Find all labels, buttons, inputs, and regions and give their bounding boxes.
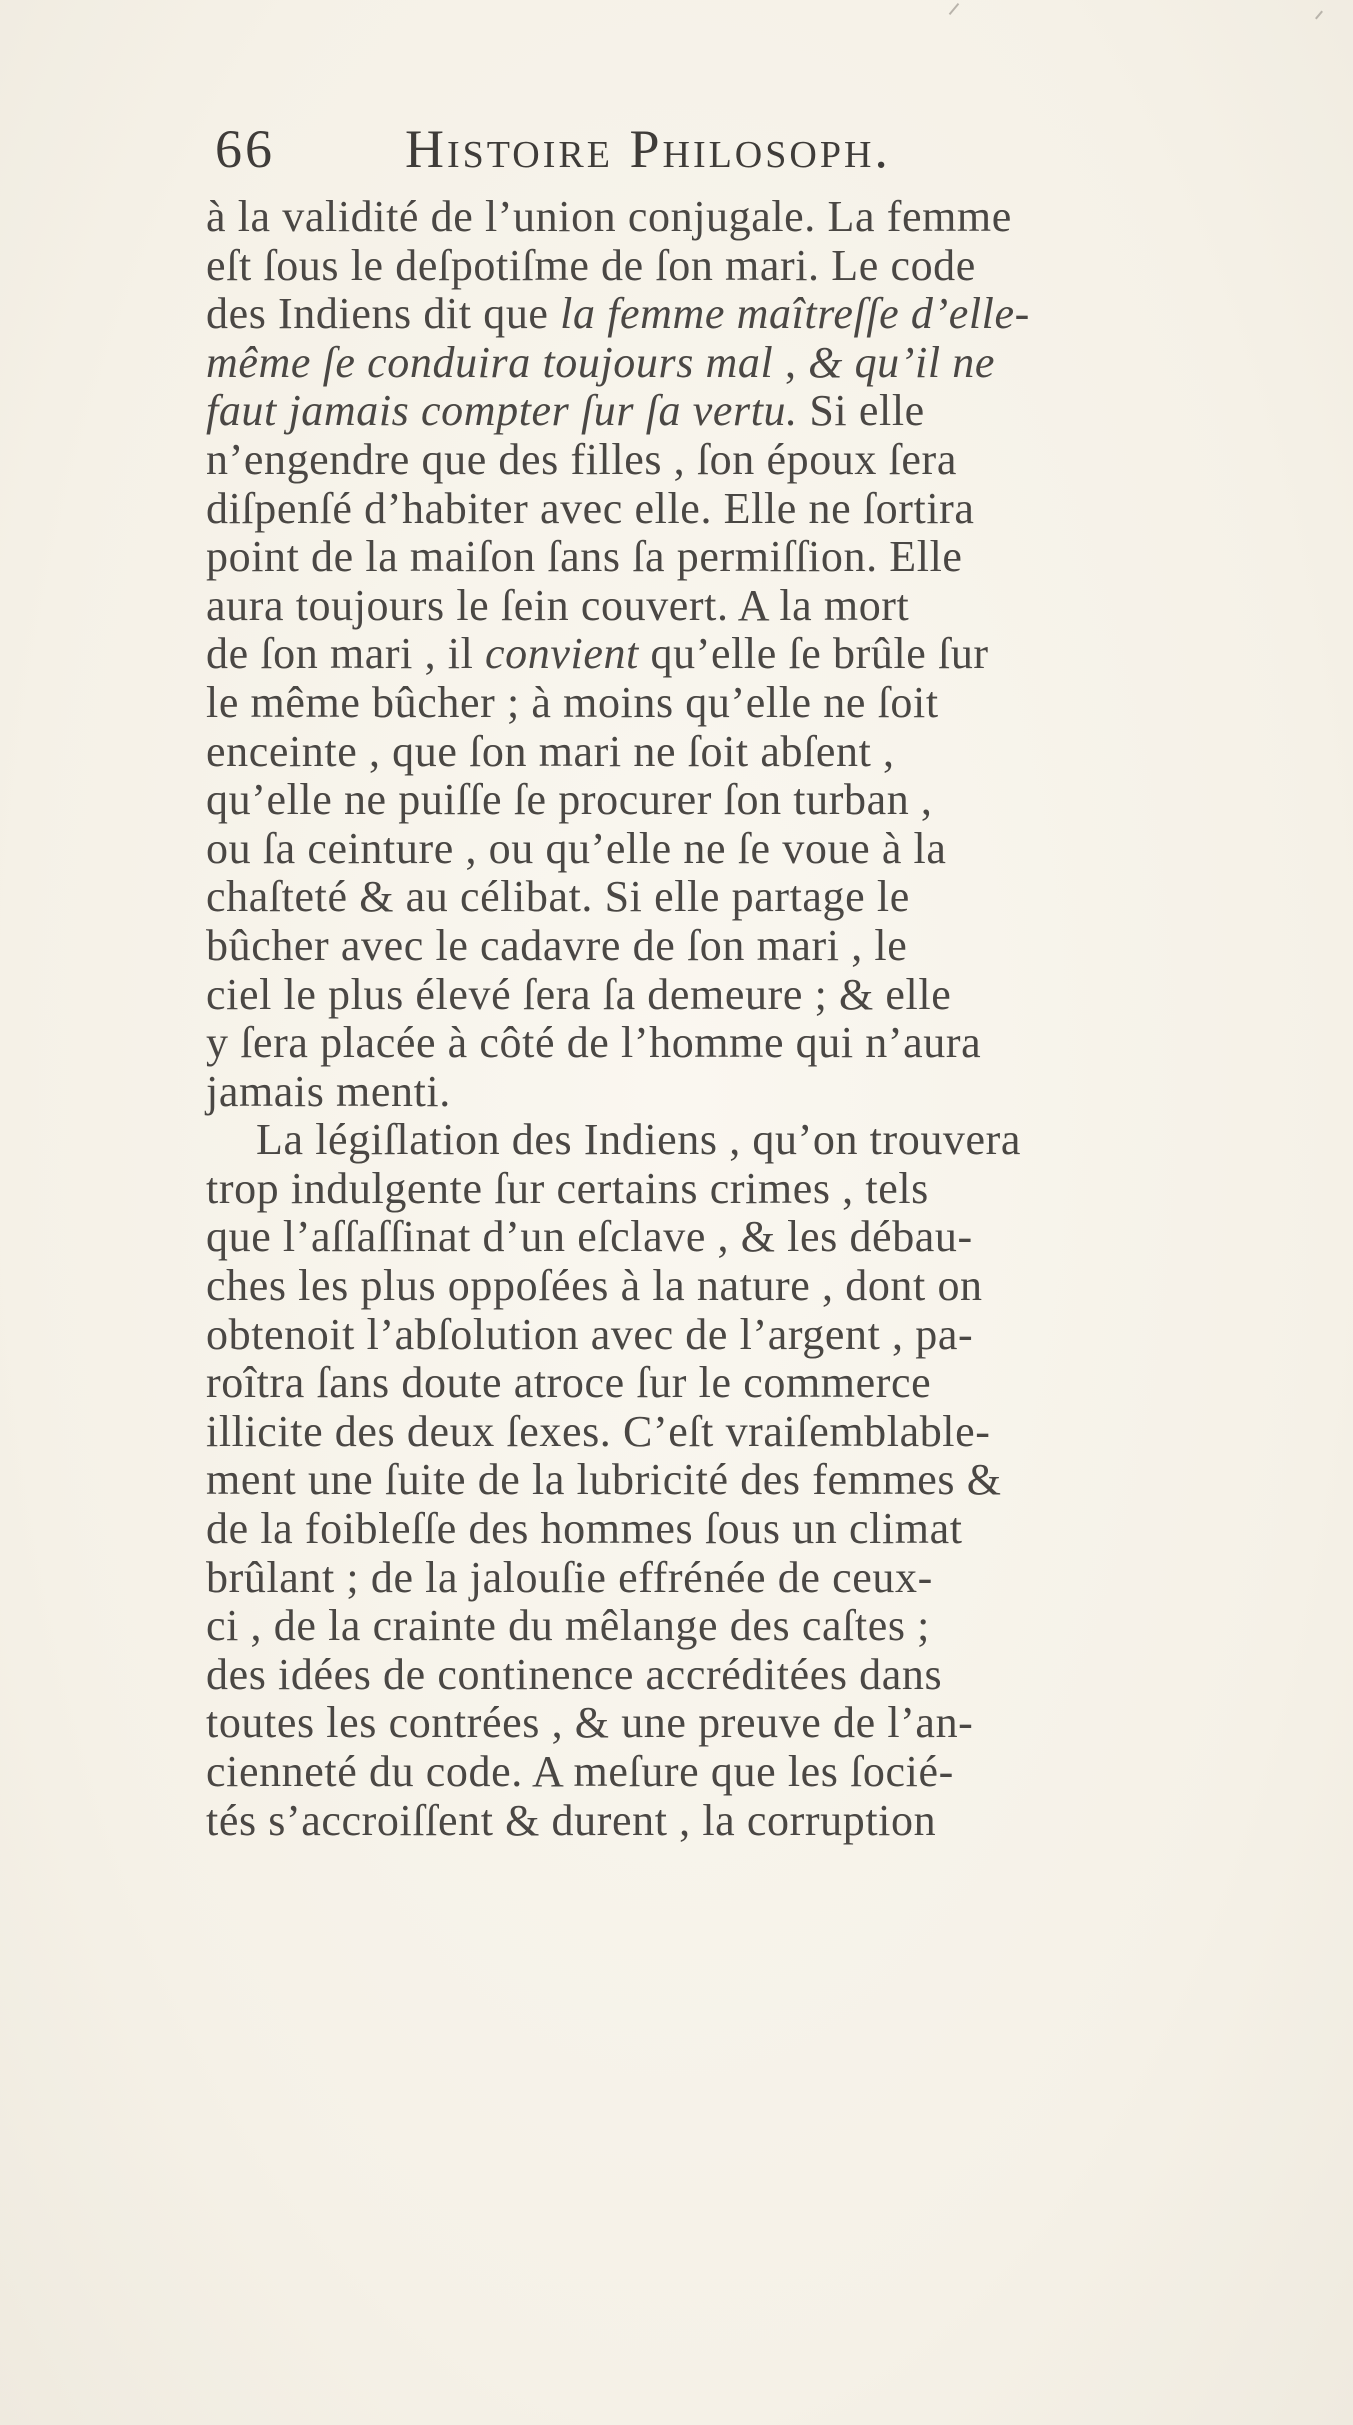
text-segment: brûlant ; de la jalouſie effrénée de ceux- bbox=[206, 1552, 933, 1602]
text-line bbox=[206, 533, 1306, 582]
text-segment: illicite des deux ſexes. C’eſt vraiſemblable- bbox=[206, 1406, 991, 1456]
text-line bbox=[206, 1165, 1306, 1214]
text-line bbox=[206, 1408, 1306, 1457]
text-line bbox=[206, 1602, 1306, 1651]
text-line bbox=[206, 1262, 1306, 1311]
italic-text-segment: la femme maîtreſſe d’elle- bbox=[560, 289, 1030, 339]
text-line bbox=[206, 873, 1306, 922]
text-segment: ciel le plus élevé ſera ſa demeure ; & elle bbox=[206, 969, 952, 1019]
text-line bbox=[206, 1554, 1306, 1603]
text-segment: que l’aſſaſſinat d’un eſclave , & les débau- bbox=[206, 1212, 973, 1262]
text-segment: qu’elle ſe brûle ſur bbox=[638, 629, 989, 679]
text-segment: obtenoit l’abſolution avec de l’argent , pa- bbox=[206, 1309, 974, 1359]
text-segment: qu’elle ne puiſſe ſe procurer ſon turban , bbox=[206, 775, 933, 825]
text-line bbox=[206, 728, 1306, 777]
text-line bbox=[206, 971, 1306, 1020]
text-segment: point de la maiſon ſans ſa permiſſion. Elle bbox=[206, 532, 963, 582]
italic-text-segment: faut jamais compter ſur ſa vertu. bbox=[206, 386, 798, 436]
text-line bbox=[206, 679, 1306, 728]
text-line bbox=[206, 242, 1306, 291]
text-segment: Si elle bbox=[797, 386, 925, 436]
text-line bbox=[206, 1797, 1306, 1846]
text-segment: tés s’accroiſſent & durent , la corruption bbox=[206, 1795, 937, 1845]
text-line bbox=[206, 1748, 1306, 1797]
text-line bbox=[206, 1456, 1306, 1505]
text-line bbox=[206, 1699, 1306, 1748]
running-title: Histoire Philosoph. bbox=[405, 119, 891, 179]
paragraph bbox=[206, 193, 1306, 1116]
text-segment: y ſera placée à côté de l’homme qui n’aura bbox=[206, 1018, 982, 1068]
text-segment: trop indulgente ſur certains crimes , tels bbox=[206, 1163, 929, 1213]
text-line bbox=[206, 922, 1306, 971]
text-line bbox=[206, 339, 1306, 388]
text-segment: ment une ſuite de la lubricité des femmes & bbox=[206, 1455, 1002, 1505]
text-segment: chaſteté & au célibat. Si elle partage le bbox=[206, 872, 910, 922]
text-segment: n’engendre que des filles , ſon époux ſera bbox=[206, 434, 957, 484]
text-line bbox=[206, 1213, 1306, 1262]
page-number: 66 bbox=[215, 119, 275, 179]
text-line bbox=[206, 825, 1306, 874]
text-line bbox=[206, 1068, 1306, 1117]
text-line bbox=[206, 436, 1306, 485]
text-segment: roîtra ſans doute atroce ſur le commerce bbox=[206, 1358, 932, 1408]
text-segment: le même bûcher ; à moins qu’elle ne ſoit bbox=[206, 677, 939, 727]
text-segment: , bbox=[773, 337, 809, 387]
text-line bbox=[206, 1505, 1306, 1554]
text-line bbox=[206, 290, 1306, 339]
text-segment: ci , de la crainte du mêlange des caſtes ; bbox=[206, 1601, 931, 1651]
text-line bbox=[206, 1311, 1306, 1360]
italic-text-segment: & qu’il ne bbox=[808, 337, 996, 387]
text-segment: de la foibleſſe des hommes ſous un climat bbox=[206, 1504, 963, 1554]
text-segment: à la validité de l’union conjugale. La femme bbox=[206, 192, 1012, 241]
italic-text-segment: convient bbox=[485, 629, 639, 679]
paper-speck bbox=[1315, 11, 1323, 20]
text-line bbox=[206, 1651, 1306, 1700]
text-line bbox=[206, 193, 1306, 242]
text-segment: cienneté du code. A meſure que les ſocié- bbox=[206, 1747, 954, 1796]
text-segment: La légiſlation des Indiens , qu’on trouvera bbox=[256, 1115, 1022, 1165]
text-line bbox=[206, 1359, 1306, 1408]
text-line bbox=[206, 776, 1306, 825]
paragraph bbox=[206, 1116, 1306, 1845]
text-segment: de ſon mari , il bbox=[206, 629, 486, 679]
text-segment: toutes les contrées , & une preuve de l’an- bbox=[206, 1698, 974, 1748]
text-line bbox=[206, 630, 1306, 679]
page-header bbox=[215, 118, 1115, 190]
text-segment: diſpenſé d’habiter avec elle. Elle ne ſortira bbox=[206, 483, 975, 533]
body-text bbox=[206, 193, 1306, 1845]
text-segment: des Indiens dit que bbox=[206, 289, 561, 339]
text-line bbox=[206, 485, 1306, 534]
text-segment: des idées de continence accréditées dans bbox=[206, 1649, 943, 1699]
text-segment: jamais menti. bbox=[206, 1066, 451, 1116]
text-line bbox=[206, 1019, 1306, 1068]
text-segment: ou ſa ceinture , ou qu’elle ne ſe voue à la bbox=[206, 823, 947, 873]
paper-speck bbox=[949, 3, 960, 15]
text-line bbox=[206, 387, 1306, 436]
text-line bbox=[206, 582, 1306, 631]
text-segment: bûcher avec le cadavre de ſon mari , le bbox=[206, 920, 908, 970]
italic-text-segment: même ſe conduira toujours mal bbox=[206, 337, 774, 387]
text-segment: ches les plus oppoſées à la nature , dont on bbox=[206, 1261, 983, 1311]
text-segment: eſt ſous le deſpotiſme de ſon mari. Le code bbox=[206, 240, 976, 290]
text-segment: aura toujours le ſein couvert. A la mort bbox=[206, 580, 910, 630]
text-line bbox=[206, 1116, 1306, 1165]
text-segment: enceinte , que ſon mari ne ſoit abſent , bbox=[206, 726, 895, 776]
